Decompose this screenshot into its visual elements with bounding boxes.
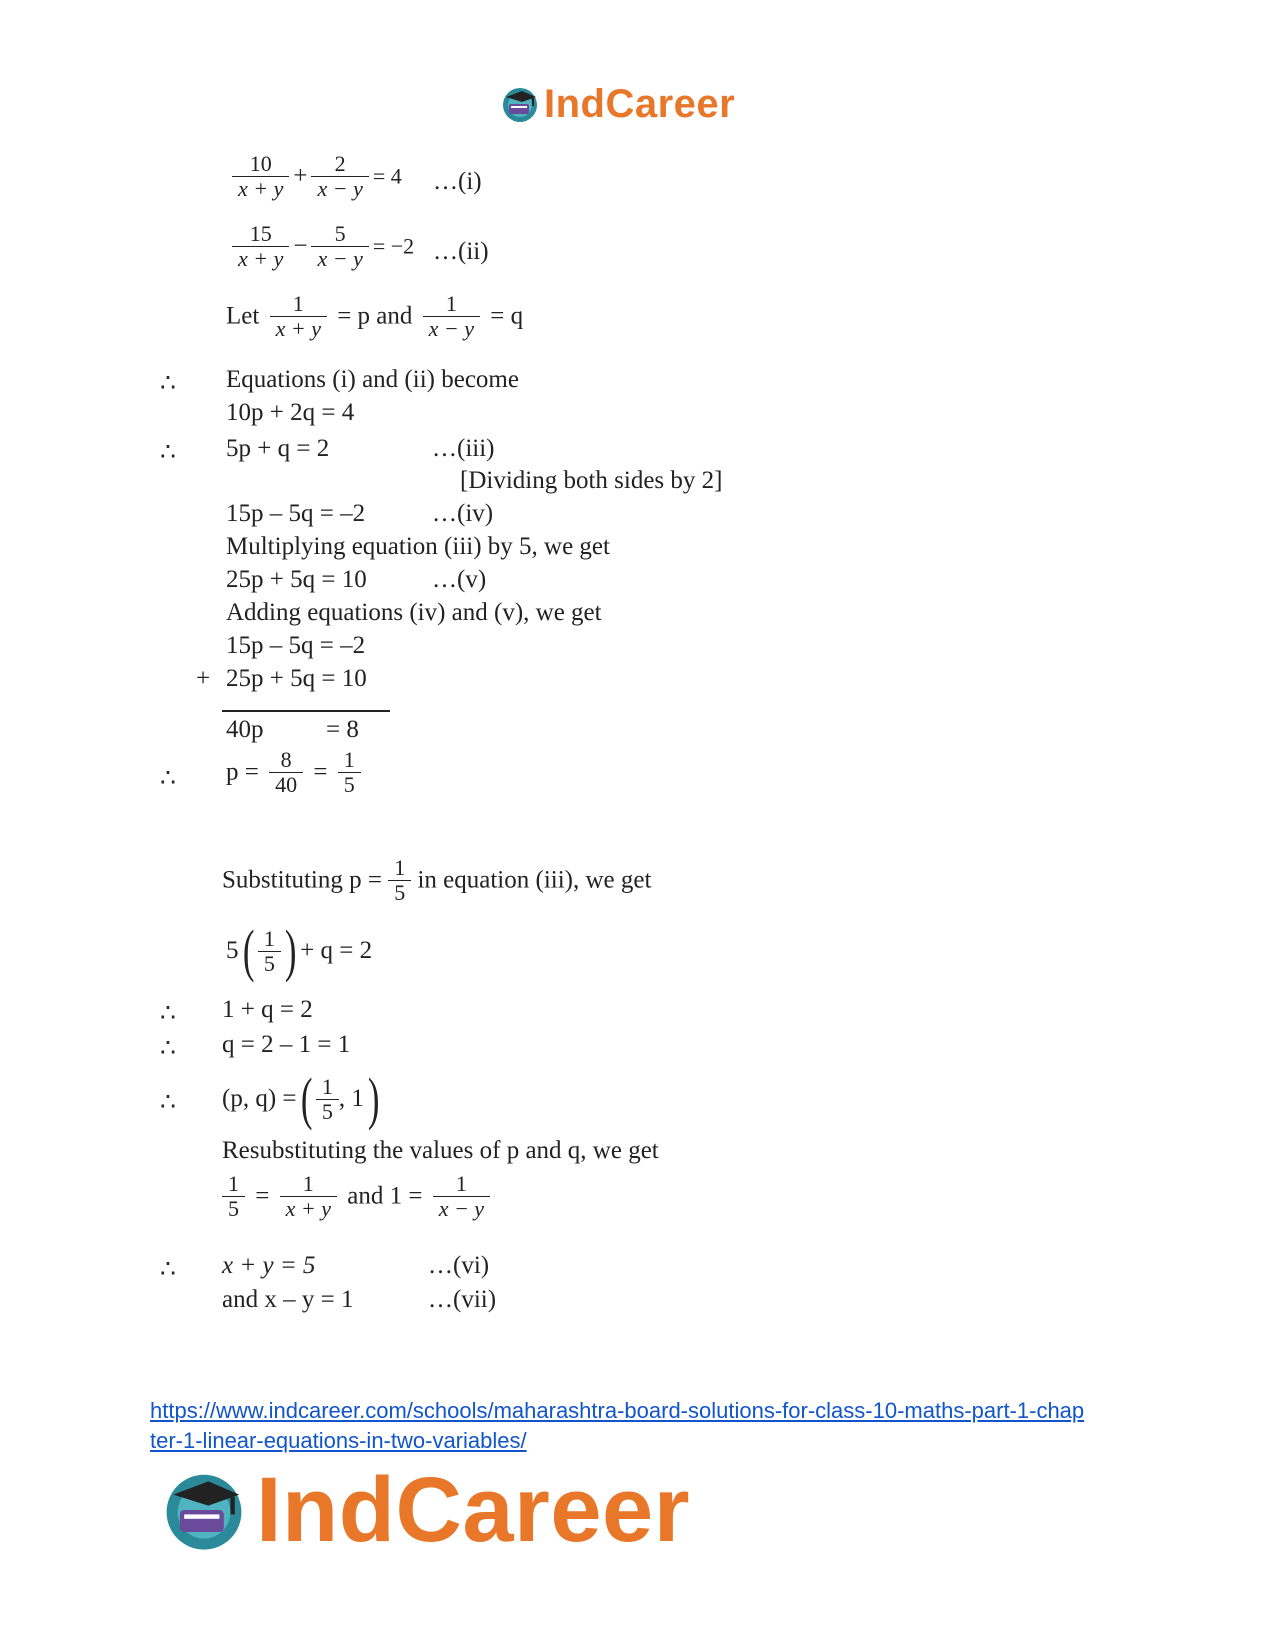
- text-resubstituting: Resubstituting the values of p and q, we get: [222, 1137, 659, 1164]
- eq2-numerator-1: 15: [249, 221, 272, 246]
- substituting-before: Substituting p =: [222, 866, 382, 894]
- let-numerator-2: 1: [445, 291, 457, 316]
- source-link-line-1[interactable]: https://www.indcareer.com/schools/maharashtra-board-solutions-for-class-10-maths-part-1-chap: [150, 1398, 1085, 1423]
- eq3-tag: …(iii): [432, 435, 495, 462]
- sum-line-1: 15p – 5q = –2: [226, 632, 366, 659]
- sum-divider: [222, 710, 390, 712]
- equation-vi: x + y = 5: [222, 1252, 316, 1279]
- let-numerator-1: 1: [292, 291, 304, 316]
- therefore-symbol: ∴: [160, 1000, 176, 1027]
- sum-result-lhs: 40p: [226, 716, 264, 743]
- final-numerator-1: 1: [228, 1171, 239, 1196]
- let-rhs: = q: [490, 302, 524, 330]
- final-equals: =: [255, 1182, 270, 1210]
- footer-logo: [160, 1458, 690, 1561]
- sub-numerator: 1: [263, 925, 275, 951]
- pq-solution: [222, 1066, 383, 1131]
- text-adding: Adding equations (iv) and (v), we get: [226, 599, 602, 626]
- therefore-symbol: ∴: [160, 1089, 176, 1116]
- eq2-tag: …(ii): [433, 238, 489, 265]
- logo-wordmark: IndCareer: [256, 1458, 690, 1561]
- graduation-cap-icon: [500, 84, 540, 124]
- equation-v: 25p + 5q = 10: [226, 566, 367, 593]
- let-middle: = p and: [337, 302, 413, 330]
- final-denominator-1: 5: [222, 1196, 245, 1221]
- eq1-operator: +: [293, 162, 308, 190]
- eq2-numerator-2: 5: [334, 221, 346, 246]
- note-dividing: [Dividing both sides by 2]: [460, 467, 723, 494]
- therefore-symbol: ∴: [160, 1256, 176, 1283]
- equation-line: 1 + q = 2: [222, 996, 313, 1023]
- eq1-numerator-1: 10: [249, 151, 272, 176]
- logo-wordmark: IndCareer: [544, 81, 736, 126]
- substituted-equation: [226, 918, 373, 983]
- equation-line: 10p + 2q = 4: [226, 399, 355, 426]
- eq4-tag: …(iv): [432, 500, 494, 527]
- eq1-denominator-1: x + y: [232, 176, 289, 201]
- eq5-tag: …(v): [432, 566, 487, 593]
- equation-i: [228, 152, 402, 201]
- sub-denominator: 5: [258, 951, 281, 976]
- equation-iv: 15p – 5q = –2: [226, 500, 366, 527]
- p-denominator-1: 40: [269, 772, 303, 797]
- equation-iii: 5p + q = 2: [226, 435, 330, 462]
- eq1-rhs: = 4: [372, 163, 402, 189]
- text-become: Equations (i) and (ii) become: [226, 366, 519, 393]
- p-lhs: p =: [226, 758, 259, 786]
- final-numerator-3: 1: [455, 1171, 467, 1196]
- sum-line-2: 25p + 5q = 10: [226, 665, 367, 692]
- source-link[interactable]: [150, 1396, 1130, 1456]
- pq-lhs: (p, q) =: [222, 1085, 297, 1112]
- equation-ii: [228, 222, 414, 271]
- final-denominator-2: x + y: [280, 1196, 337, 1221]
- plus-sign: +: [196, 665, 211, 692]
- final-middle: and 1 =: [347, 1182, 423, 1210]
- p-numerator-2: 1: [343, 747, 355, 772]
- therefore-symbol: ∴: [160, 370, 176, 397]
- therefore-symbol: ∴: [160, 765, 176, 792]
- eq2-denominator-1: x + y: [232, 246, 289, 271]
- pq-numerator: 1: [321, 1073, 333, 1099]
- sub-rest: + q = 2: [300, 937, 373, 964]
- eq2-rhs: = −2: [372, 233, 415, 259]
- therefore-symbol: ∴: [160, 1035, 176, 1062]
- p-value: [226, 748, 365, 797]
- pq-denominator: 5: [316, 1099, 339, 1124]
- final-numerator-2: 1: [302, 1171, 314, 1196]
- substituting-numerator: 1: [394, 855, 406, 880]
- p-numerator-1: 8: [280, 747, 292, 772]
- right-parenthesis: ): [284, 918, 297, 983]
- substituting-after: in equation (iii), we get: [417, 866, 652, 894]
- eq2-operator: −: [293, 232, 308, 260]
- left-parenthesis: (: [300, 1066, 312, 1131]
- eq1-tag: …(i): [433, 168, 482, 195]
- eq6-tag: …(vi): [428, 1252, 490, 1279]
- equation-line: q = 2 – 1 = 1: [222, 1031, 351, 1058]
- header-logo: [500, 76, 735, 132]
- let-denominator-2: x − y: [423, 316, 480, 341]
- therefore-symbol: ∴: [160, 439, 176, 466]
- substituting-denominator: 5: [388, 880, 411, 905]
- resubstituted-fractions: [222, 1172, 494, 1221]
- sub-coefficient: 5: [226, 937, 239, 964]
- graduation-cap-icon: [160, 1466, 248, 1554]
- final-denominator-3: x − y: [433, 1196, 490, 1221]
- pq-rest: , 1: [338, 1085, 364, 1112]
- eq1-numerator-2: 2: [334, 151, 346, 176]
- eq2-denominator-2: x − y: [311, 246, 368, 271]
- p-denominator-2: 5: [338, 772, 361, 797]
- let-denominator-1: x + y: [270, 316, 327, 341]
- eq7-tag: …(vii): [428, 1286, 497, 1313]
- sum-result-rhs: = 8: [326, 716, 359, 743]
- substituting-text: [222, 856, 651, 905]
- equation-vii: and x – y = 1: [222, 1286, 354, 1313]
- let-substitution: [226, 292, 523, 341]
- text-multiplying: Multiplying equation (iii) by 5, we get: [226, 533, 610, 560]
- right-parenthesis: ): [367, 1066, 380, 1131]
- eq1-denominator-2: x − y: [311, 176, 368, 201]
- p-equals: =: [313, 758, 328, 786]
- left-parenthesis: (: [242, 918, 254, 983]
- let-prefix: Let: [226, 302, 260, 330]
- source-link-line-2[interactable]: ter-1-linear-equations-in-two-variables/: [150, 1428, 527, 1453]
